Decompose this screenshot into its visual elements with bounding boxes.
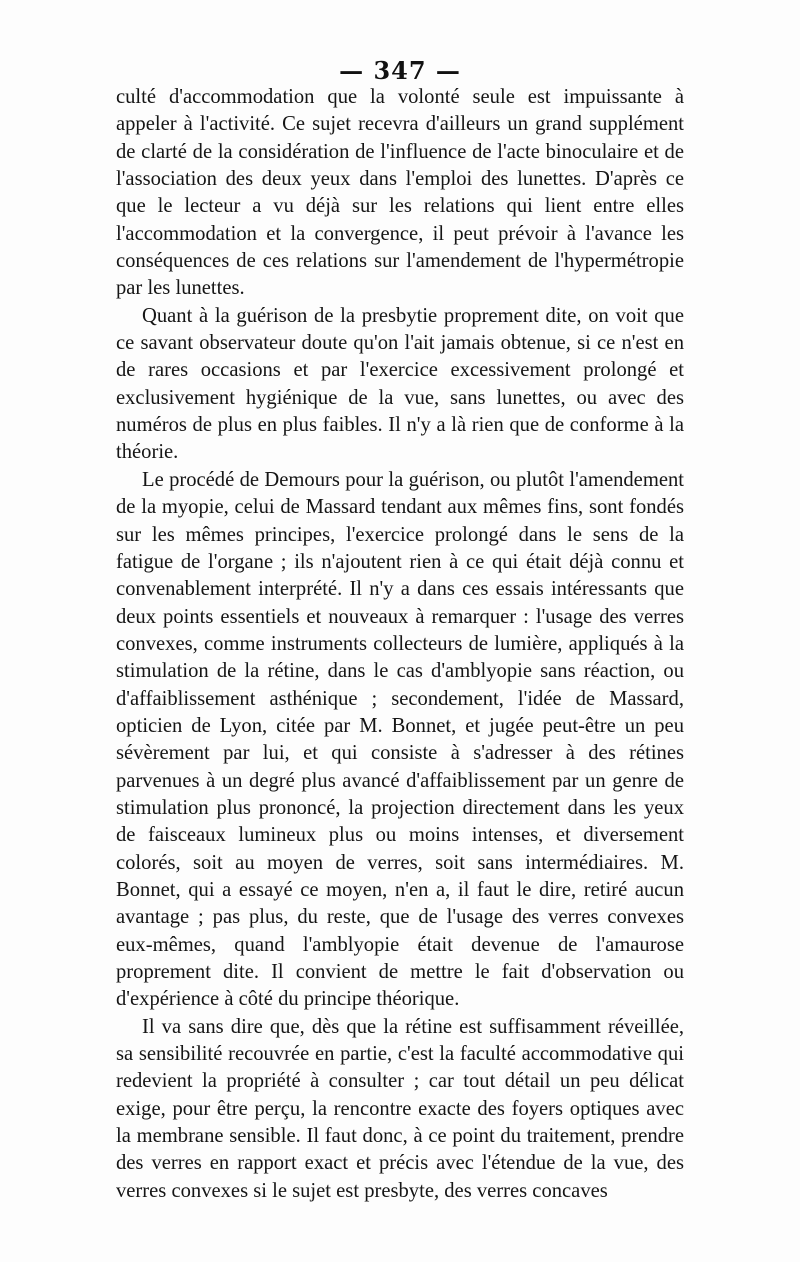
paragraph-demours-massard: Le procédé de Demours pour la guérison, ou plutôt l'amendement de la myopie, celui de Massard tendant aux mêmes fins, sont fondés sur les mêmes principes, l'exercice prolongé dans le sens de la fatigue de l'organe ; ils n'ajoutent rien à ce qui était déjà connu et convenablement interprété. Il n'y a dans ces essais intéressants que deux points essentiels et nouveaux à remarquer : l'usage des verres convexes, comme instruments collecteurs de lumière, appliqués à la stimulation de la rétine, dans le cas d'amblyopie sans réaction, ou d'affaiblissement asthénique ; secondement, l'idée de Massard, opticien de Lyon, citée par M. Bonnet, et jugée peut-être un peu sévèrement par lui, et qui consiste à s'adresser à des rétines parvenues à un degré plus avancé d'affaiblissement par un genre de stimulation plus prononcé, la projection directement dans les yeux de faisceaux lumineux plus ou moins intenses, et diversement colorés, soit au moyen de verres, soit sans intermédiaires. M. Bonnet, qui a essayé ce moyen, n'en a, il faut le dire, retiré aucun avantage ; pas plus, du reste, que de l'usage des verres convexes eux-mêmes, quand l'amblyopie était devenue de l'amaurose proprement dite. Il convient de mettre le fait d'observation ou d'expérience à côté du principe théorique. (116, 468, 684, 1011)
page-number: — 347 — (339, 56, 461, 85)
paragraph-continuation: culté d'accommodation que la volonté seule est impuissante à appeler à l'activité. Ce sujet recevra d'ailleurs un grand supplément de clarté de la considération de l'influence de l'acte binoculaire et de l'association des deux yeux dans l'emploi des lunettes. D'après ce que le lecteur a vu déjà sur les relations qui lient entre elles l'accommodation et la convergence, il peut prévoir à l'avance les conséquences de ces relations sur l'amendement de l'hypermétropie par les lunettes. (116, 86, 684, 300)
body-text (116, 84, 684, 1205)
paragraph-presbytie: Quant à la guérison de la presbytie proprement dite, on voit que ce savant observateur doute qu'on l'ait jamais obtenue, si ce n'est en de rares occasions et par l'exercice excessivement prolongé et exclusivement hygiénique de la vue, sans lunettes, ou avec des numéros de plus en plus faibles. Il n'y a là rien que de conforme à la théorie. (116, 304, 684, 464)
paragraph-retine: Il va sans dire que, dès que la rétine est suffisamment réveillée, sa sensibilité recouvrée en partie, c'est la faculté accommodative qui redevient la propriété à consulter ; car tout détail un peu délicat exige, pour être perçu, la rencontre exacte des foyers optiques avec la membrane sensible. Il faut donc, à ce point du traitement, prendre des verres en rapport exact et précis avec l'étendue de la vue, des verres convexes si le sujet est presbyte, des verres concaves (116, 1015, 684, 1202)
